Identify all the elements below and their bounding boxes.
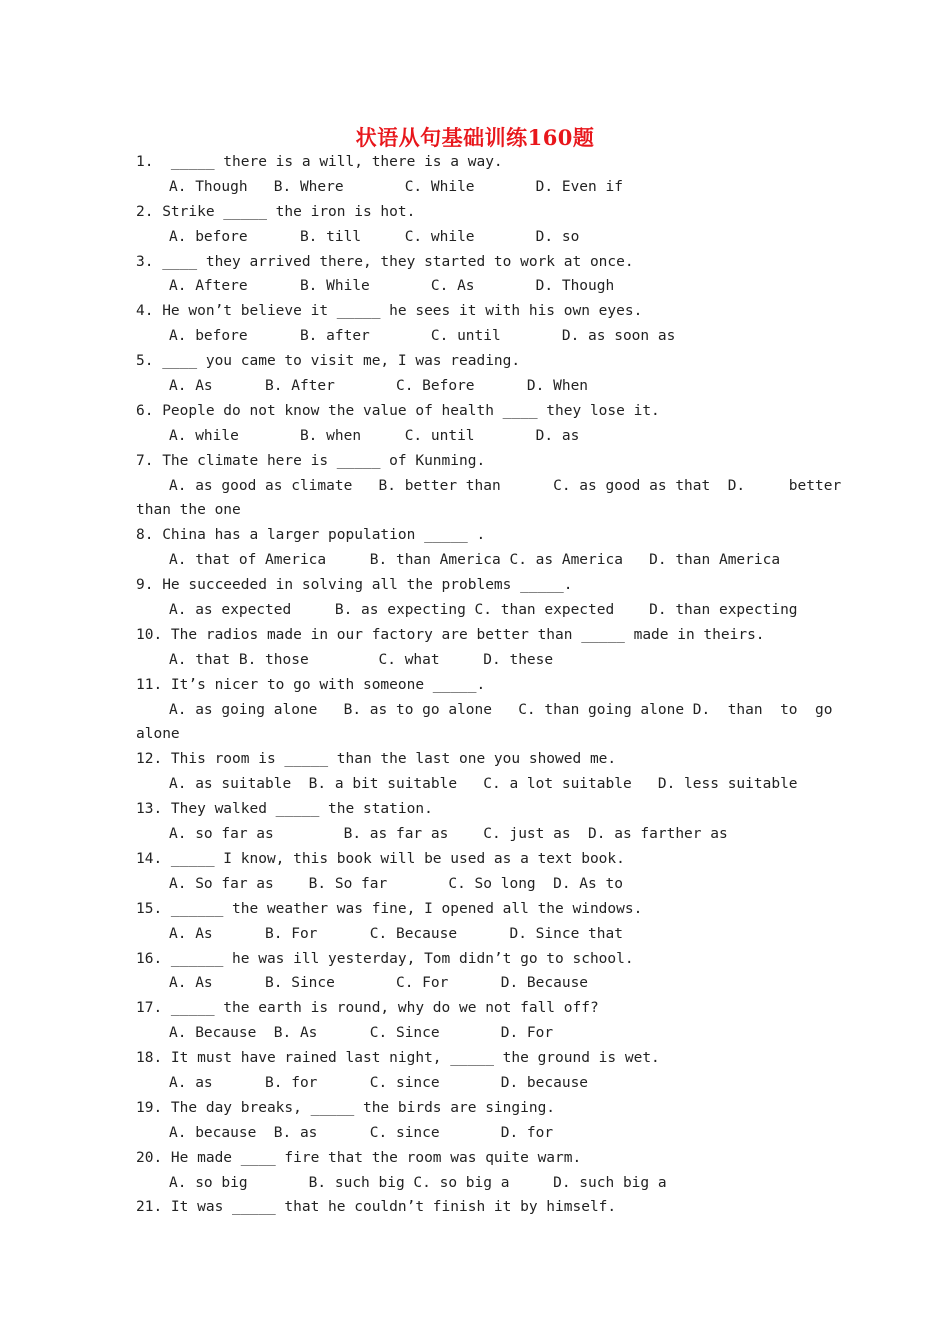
question-line: 2. Strike _____ the iron is hot. [136,203,416,220]
options-line: A. As B. After C. Before D. When [169,378,589,395]
options-line: A. Aftere B. While C. As D. Though [169,278,615,295]
options-line: A. so far as B. as far as C. just as D. as farther as [169,826,728,843]
question-line: 5. ____ you came to visit me, I was reading. [136,353,521,370]
options-line: A. As B. Since C. For D. Because [169,975,589,992]
question-line: 16. ______ he was ill yesterday, Tom didn’t go to school. [136,950,634,967]
question-list [136,150,842,1220]
question-line: 15. ______ the weather was fine, I opened all the windows. [136,900,643,917]
question-line: 4. He won’t believe it _____ he sees it with his own eyes. [136,303,643,320]
options-line: A. before B. till C. while D. so [169,228,580,245]
options-line: A. that of America B. than America C. as America D. than America [169,552,781,569]
question-line: 13. They walked _____ the station. [136,801,433,818]
options-line: A. Though B. Where C. While D. Even if [169,178,623,195]
question-line: 19. The day breaks, _____ the birds are singing. [136,1099,556,1116]
question-line: 12. This room is _____ than the last one you showed me. [136,751,617,768]
question-line: 9. He succeeded in solving all the problems _____. [136,577,573,594]
question-line: 1. _____ there is a will, there is a way. [136,154,503,170]
options-line: A. As B. For C. Because D. Since that [169,925,623,942]
question-line: 3. ____ they arrived there, they started to work at once. [136,253,634,270]
question-line: 17. _____ the earth is round, why do we not fall off? [136,1000,599,1017]
options-line: A. as expected B. as expecting C. than expected D. than expecting [169,602,798,619]
page-title: 状语从句基础训练160题 [355,125,595,150]
question-line: 20. He made ____ fire that the room was quite warm. [136,1149,582,1166]
question-line: 11. It’s nicer to go with someone _____. [136,676,486,693]
options-line: A. while B. when C. until D. as [169,427,580,444]
options-line: A. as B. for C. since D. because [169,1074,589,1091]
options-line: A. because B. as C. since D. for [169,1124,554,1141]
options-line: A. so big B. such big C. so big a D. such big a [169,1174,667,1191]
options-line: A. as going alone B. as to go alone C. than going alone D. than to go [169,701,833,718]
continuation-line: alone [136,726,180,743]
question-line: 8. China has a larger population _____ . [136,527,486,544]
options-line: A. as good as climate B. better than C. as good as that D. better [169,477,842,494]
options-line: A. before B. after C. until D. as soon as [169,328,676,345]
options-line: A. Because B. As C. Since D. For [169,1025,554,1042]
question-line: 7. The climate here is _____ of Kunming. [136,452,486,469]
question-line: 21. It was _____ that he couldn’t finish it by himself. [136,1199,617,1216]
options-line: A. So far as B. So far C. So long D. As to [169,875,623,892]
continuation-line: than the one [136,502,241,519]
question-line: 18. It must have rained last night, _____ the ground is wet. [136,1050,660,1067]
question-line: 14. _____ I know, this book will be used as a text book. [136,850,625,867]
question-line: 6. People do not know the value of health ____ they lose it. [136,402,660,419]
options-line: A. as suitable B. a bit suitable C. a lot suitable D. less suitable [169,776,798,793]
question-line: 10. The radios made in our factory are better than _____ made in theirs. [136,626,765,643]
options-line: A. that B. those C. what D. these [169,651,554,668]
